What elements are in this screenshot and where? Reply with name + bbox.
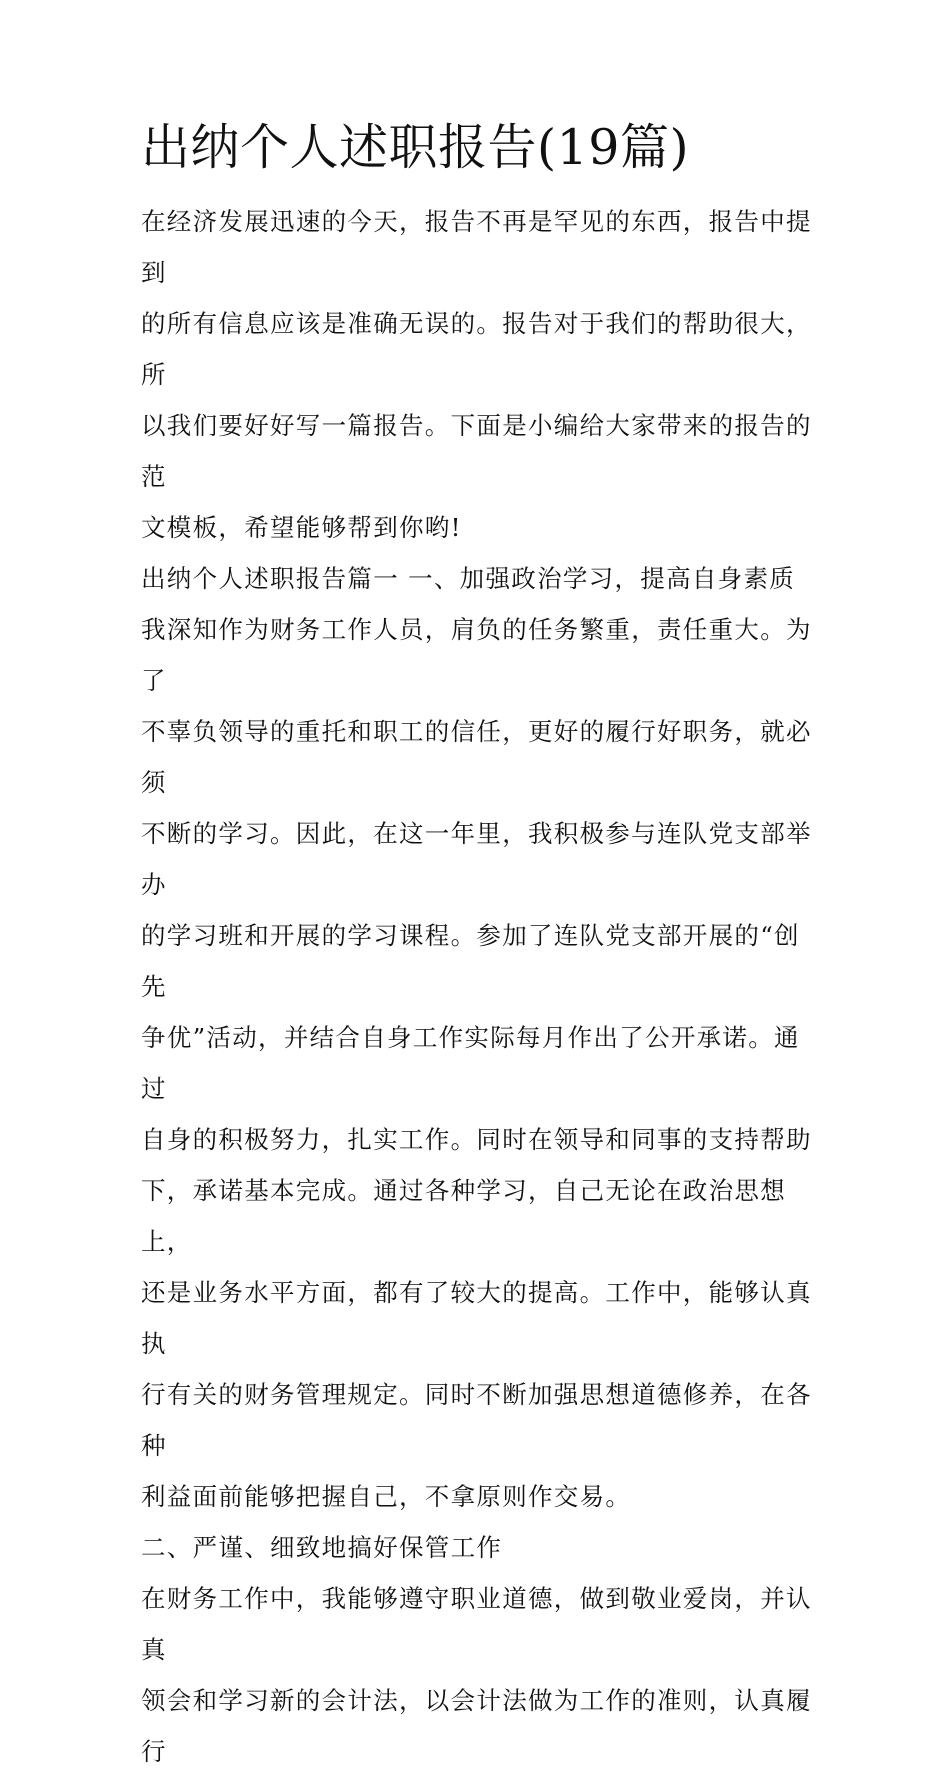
body-line: 自身的积极努力，扎实工作。同时在领导和同事的支持帮助 xyxy=(141,1125,812,1154)
body-line: 下，承诺基本完成。通过各种学习，自己无论在政治思想上， xyxy=(141,1176,786,1256)
body-line: 我深知作为财务工作人员，肩负的任务繁重，责任重大。为了 xyxy=(141,615,812,695)
body-line: 在经济发展迅速的今天，报告不再是罕见的东西，报告中提到 xyxy=(141,207,812,287)
body-line: 不辜负领导的重托和职工的信任，更好的履行好职务，就必须 xyxy=(141,717,812,797)
body-line: 文模板，希望能够帮到你哟! xyxy=(141,513,462,542)
body-line: 在财务工作中，我能够遵守职业道德，做到敬业爱岗，并认真 xyxy=(141,1584,812,1664)
section-heading: 出纳个人述职报告篇一 一、加强政治学习，提高自身素质 xyxy=(141,564,796,593)
body-line: 利益面前能够把握自己，不拿原则作交易。 xyxy=(141,1482,632,1511)
document-body xyxy=(141,196,821,1777)
body-line: 以我们要好好写一篇报告。下面是小编给大家带来的报告的范 xyxy=(141,411,812,491)
body-line: 不断的学习。因此，在这一年里，我积极参与连队党支部举办 xyxy=(141,819,812,899)
body-line: 行有关的财务管理规定。同时不断加强思想道德修养，在各种 xyxy=(141,1380,812,1460)
section-heading: 二、严谨、细致地搞好保管工作 xyxy=(141,1533,503,1562)
body-line: 还是业务水平方面，都有了较大的提高。工作中，能够认真执 xyxy=(141,1278,812,1358)
body-line: 领会和学习新的会计法，以会计法做为工作的准则，认真履行 xyxy=(141,1686,812,1766)
body-line: 争优”活动，并结合自身工作实际每月作出了公开承诺。通过 xyxy=(141,1023,800,1103)
body-line: 的学习班和开展的学习课程。参加了连队党支部开展的“创先 xyxy=(141,921,800,1001)
body-line: 的所有信息应该是准确无误的。报告对于我们的帮助很大，所 xyxy=(141,309,812,389)
document-title: 出纳个人述职报告(19篇) xyxy=(141,119,690,176)
